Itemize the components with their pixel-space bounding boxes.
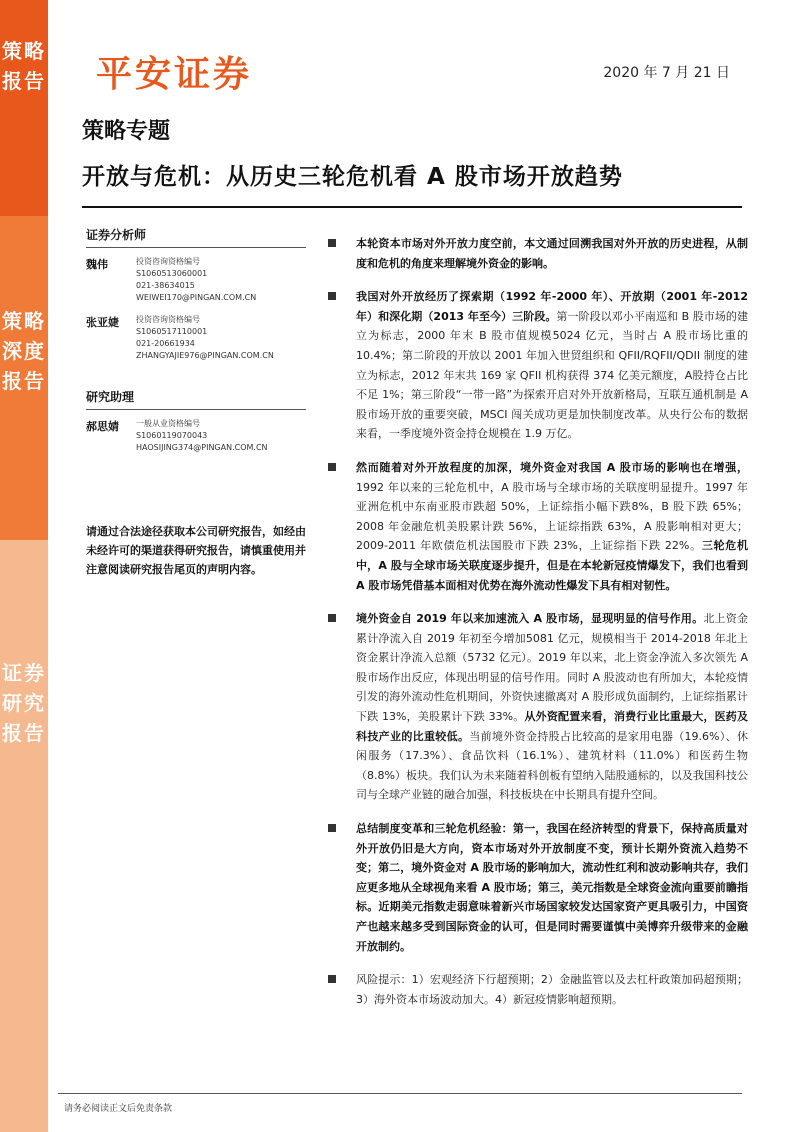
assistant-info [136, 418, 268, 454]
bullet-normal-text-2: 当前境外资金持股占比较高的是家用电器（19.6%）、休闲服务（17.3%）、食品饮料（16.1%）、建筑材料（11.0%）和医药生物（8.8%）板块。我们认为未来随着科创板有望纳入陆股通标的，以及我国科技公司与全球产业链的融合加强，科技板块在中长期具有提升空间。 [356, 729, 748, 802]
title-divider [82, 206, 742, 208]
analyst-name: 张亚婕 [86, 316, 119, 329]
bullet-normal-text: 第一阶段以邓小平南巡和 B 股市场的建立为标志，2000 年末 B 股市值规模5024 亿元，当时占 A 股市场比重的 10.4%；第二阶段的开放以 2001 年加入世贸组织和 QFII/RQFII/QDII 制度的建立为标志，2012 年末共 169 家 QFII 机构获得 374 亿美元额度，A股持仓占比不足 1%；第三阶段“一带一路”为探索开启对外开放新格局，互联互通机制是 A 股市场开放的重要突破，MSCI 闯关成功更是加快制度改革。从央行公布的数据来看，一季度境外资金持仓规模在 1.9 万亿。 [356, 309, 748, 441]
bullet-square-icon [328, 614, 336, 622]
bullet-bold-text-2: 从外资配置来看，消费行业比重最大，医药及科技产业的比重较低。 [356, 710, 748, 743]
bullet-square-icon [328, 239, 336, 247]
bullet-item [328, 609, 748, 805]
bullet-bold-text: 然而随着对外开放程度的加深，境外资金对我国 A 股市场的影响也在增强， [356, 460, 748, 474]
company-logo: 平安证券 [96, 54, 253, 95]
bullet-normal-text: 北上资金累计净流入自 2019 年初至今增加5081 亿元，规模相当于 2014-2018 年北上资金累计净流入总额（5732 亿元）。2019 年以来，北上资金净流入多次领先 A 股市场作出反应，体现出明显的信号作用。同时 A 股波动也有所加大，本轮疫情引发的海外流动性危机期间，外资快速撤离对 A 股形成负面制约，上证综指累计下跌 13%，美股累计下跌 33%。 [356, 612, 748, 724]
analyst-cert-number: S1060513060001 [136, 269, 208, 278]
side-band-research-report [0, 540, 48, 1132]
bullet-text [356, 234, 748, 273]
report-date: 2020 年 7 月 21 日 [603, 65, 730, 81]
bullet-normal-text: 1992 年以来的三轮危机中，A 股市场与全球市场的关联度明显提升。1997 年亚洲危机中东南亚股市跌超 50%，上证综指小幅下跌8%，B 股下跌 65%；2008 年金融危机美股累计跌 56%，上证综指跌 63%，A 股影响相对更大；2009-2011 年欧债危机法国股市下跌 23%，上证综指下跌 22%。 [356, 480, 748, 553]
analyst-email[interactable]: WEIWEI170@PINGAN.COM.CN [136, 293, 257, 302]
bullet-item [328, 234, 748, 273]
assistant-email[interactable]: HAOSIJING374@PINGAN.COM.CN [136, 443, 268, 452]
bullet-square-icon [328, 975, 336, 983]
bullet-bold-text-2: 三轮危机中，A 股与全球市场关联度逐步提升，但是在本轮新冠疫情爆发下，我们也看到 A 股市场凭借基本面相对优势在海外流动性爆发下具有相对韧性。 [356, 539, 748, 592]
bullet-item [328, 970, 748, 1009]
assistant-heading: 研究助理 [86, 388, 306, 410]
assistant-cert-label: 一般从业资格编号 [136, 419, 200, 428]
analysts-heading: 证券分析师 [86, 226, 306, 248]
bullet-bold-text: 境外资金自 2019 年以来加速流入 A 股市场，显现明显的信号作用。 [356, 612, 704, 626]
analyst-phone: 021-38634015 [136, 281, 195, 290]
analyst-cert-label: 投资咨询资格编号 [136, 257, 200, 266]
analyst-entry [86, 256, 306, 304]
bullet-text [356, 970, 748, 1009]
summary-bullets [328, 234, 748, 1023]
side-band-label-3: 证券研究报告 [2, 661, 46, 745]
analyst-cert-label: 投资咨询资格编号 [136, 315, 200, 324]
bullet-text [356, 287, 748, 444]
bullet-square-icon [328, 292, 336, 300]
assistant-entry [86, 418, 306, 454]
bullet-text [356, 609, 748, 805]
analyst-cert-number: S1060517110001 [136, 327, 208, 336]
analyst-entry [86, 314, 306, 362]
side-band-strategy-report [0, 0, 48, 216]
risk-warning-text: 风险提示：1）宏观经济下行超预期；2）金融监管以及去杠杆政策加码超预期；3）海外资本市场波动加大。4）新冠疫情影响超预期。 [356, 973, 748, 1006]
assistant-cert-number: S1060119070043 [136, 431, 208, 440]
footer-divider [58, 1093, 742, 1094]
bullet-bold-text: 本轮资本市场对外开放力度空前，本文通过回溯我国对外开放的历史进程，从制度和危机的角度来理解境外资金的影响。 [356, 237, 748, 270]
bullet-square-icon [328, 463, 336, 471]
side-band-label-1: 策略报告 [2, 39, 46, 93]
footer-disclaimer: 请务必阅读正文后免责条款 [64, 1104, 173, 1114]
bullet-square-icon [328, 824, 336, 832]
report-category: 策略专题 [82, 119, 171, 144]
analyst-name: 魏伟 [86, 258, 108, 271]
bullet-text [356, 819, 748, 956]
analyst-phone: 021-20661934 [136, 339, 195, 348]
analyst-column [86, 226, 306, 579]
side-band-depth-report [0, 216, 48, 540]
bullet-bold-text: 总结制度变革和三轮危机经验：第一，我国在经济转型的背景下，保持高质量对外开放仍旧是大方向，资本市场对外开放制度不变，预计长期外资流入趋势不变；第二，境外资金对 A 股市场的影响加大，流动性红利和波动影响共存，我们应更多地从全球视角来看 A 股市场；第三，美元指数是全球资金流向重要前瞻指标。近期美元指数走弱意味着新兴市场国家较发达国家资产更具吸引力，中国资产也越来越多受到国际资金的认可，但是同时需要谨慎中美博弈升级带来的金融开放制约。 [356, 822, 748, 953]
bullet-item [328, 819, 748, 956]
page-title: 开放与危机：从历史三轮危机看 A 股市场开放趋势 [82, 164, 623, 190]
analyst-info [136, 256, 256, 304]
analyst-info [136, 314, 274, 362]
bullet-bold-text: 我国对外开放经历了探索期（1992 年-2000 年）、开放期（2001 年-2012 年）和深化期（2013 年至今）三阶段。 [356, 290, 748, 323]
access-disclaimer: 请通过合法途径获取本公司研究报告，如经由未经许可的渠道获得研究报告，请慎重使用并注意阅读研究报告尾页的声明内容。 [86, 525, 306, 576]
bullet-item [328, 287, 748, 444]
bullet-item [328, 458, 748, 595]
assistant-name: 郝思婧 [86, 420, 119, 433]
analyst-email[interactable]: ZHANGYAJIE976@PINGAN.COM.CN [136, 351, 274, 360]
side-band-label-2: 策略深度报告 [2, 309, 46, 393]
bullet-text [356, 458, 748, 595]
